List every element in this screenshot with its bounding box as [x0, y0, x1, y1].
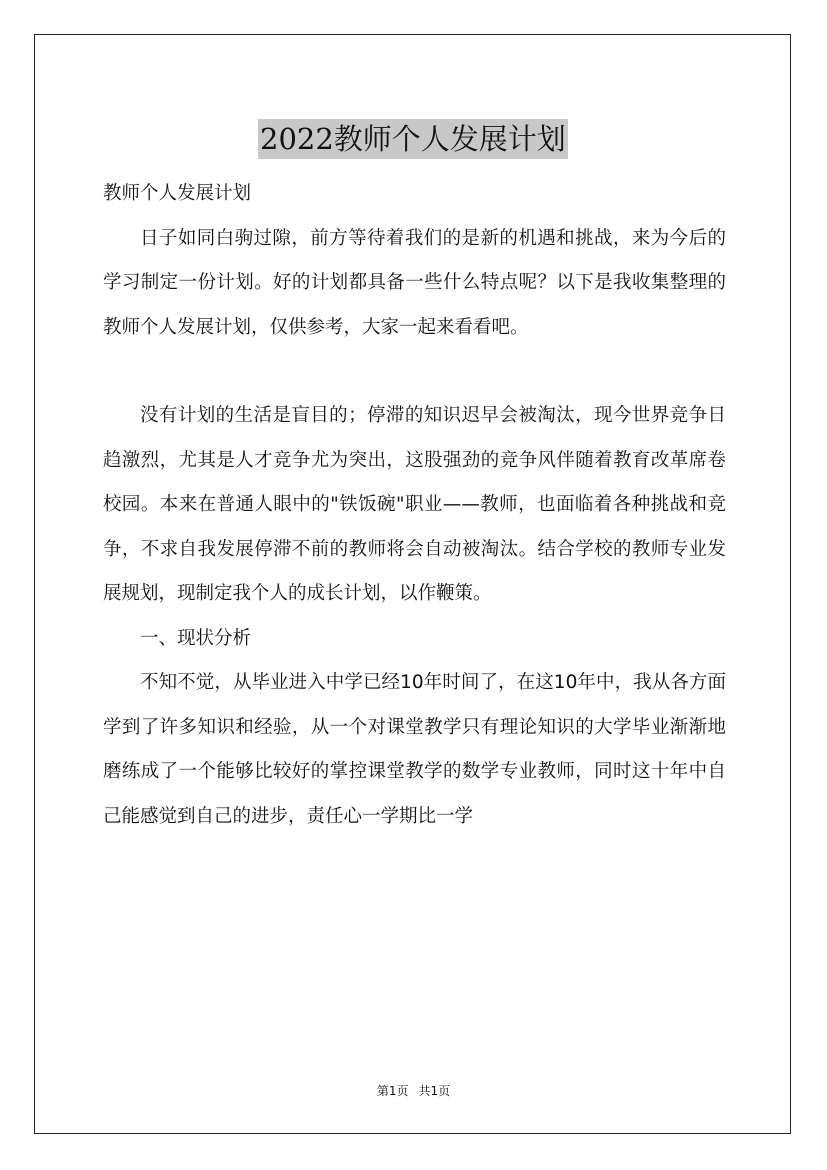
document-title: 2022教师个人发展计划 [258, 119, 568, 159]
document-subtitle: 教师个人发展计划 [103, 183, 252, 204]
page-footer [0, 1082, 827, 1099]
page-number-current: 第1页 [376, 1084, 409, 1098]
paragraph-intro: 日子如同白驹过隙，前方等待着我们的是新的机遇和挑战，来为今后的学习制定一份计划。好的计划都具备一些什么特点呢？以下是我收集整理的教师个人发展计划，仅供参考，大家一起来看看吧。 [103, 227, 726, 338]
paragraph-motivation: 没有计划的生活是盲目的；停滞的知识迟早会被淘汰，现今世界竞争日趋激烈，尤其是人才竞争尤为突出，这股强劲的竞争风伴随着教育改革席卷校园。本来在普通人眼中的"铁饭碗"职业——教师，也面临着各种挑战和竞争，不求自我发展停滞不前的教师将会自动被淘汰。结合学校的教师专业发展规划，现制定我个人的成长计划，以作鞭策。 [103, 405, 726, 604]
paragraph-status-analysis: 不知不觉，从毕业进入中学已经10年时间了，在这10年中，我从各方面学到了许多知识和经验，从一个对课堂教学只有理论知识的大学毕业渐渐地磨练成了一个能够比较好的掌控课堂教学的数学专业教师，同时这十年中自己能感觉到自己的进步，责任心一学期比一学 [103, 672, 726, 827]
document-body [103, 172, 726, 839]
paragraph-spacer [103, 350, 726, 394]
section-heading-status: 一、现状分析 [140, 627, 252, 649]
page-number-total: 共1页 [418, 1084, 451, 1098]
